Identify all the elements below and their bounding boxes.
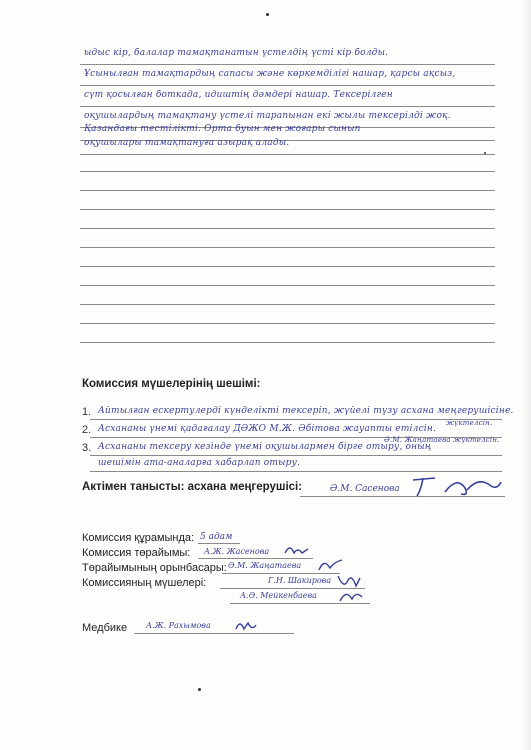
decision-text: Айтылған ескертулерді күнделікті тексеріп, жүйелі түзу асхана меңгерушісіне. [98,406,514,416]
signature-label: Комиссия төрайымы: [82,547,191,559]
signature-value: Г.Н. Шакирова [268,576,332,585]
handwritten-line: Ұсынылған тамақтардың сапасы және көркемділігі нашар, қарсы ақсыз, [84,69,456,79]
signature-row [82,622,127,634]
signature-label: Комиссия құрамында: [82,532,195,544]
scan-mark [198,688,201,691]
decision-text: Асхананы тексеру кезінде үнемі оқушылармен бірге отыру, оның [98,442,432,452]
signature-row [82,532,194,544]
ruled-line [90,455,502,456]
ruled-line [80,304,495,305]
signature-value: А.Ж. Жасенова [204,547,270,556]
ruled-line [80,285,495,286]
margin-note: Ә.М. Жаңатаева жүктелсін. [384,436,500,444]
ruled-line [80,323,495,324]
decision-number: 1. [82,406,92,418]
page-edge-shadow [521,0,531,750]
handwritten-line: ыдыс кір, балалар тамақтанатын үстелдің үсті кір болды. [84,48,389,58]
decision-item [82,406,514,420]
signature-label: Төрайымының орынбасары: [82,562,227,574]
scan-mark [266,13,269,16]
acknowledgement-label: Актімен танысты: асхана меңгерушісі: [82,481,303,493]
signature-value: Ә.М. Жаңатаева [228,561,302,570]
signature-label: Комиссияның мүшелері: [82,577,207,589]
signature-mark [405,472,505,502]
ruled-line [80,106,495,107]
signature-row [82,577,206,589]
ruled-line [80,64,495,65]
decision-number: 2. [82,424,92,436]
signature-label: Медбике [82,622,128,634]
signature-row [82,547,190,559]
ruled-line [80,85,495,86]
signature-mark [336,587,366,607]
signature-mark [232,617,260,635]
decision-number: 3. [82,442,92,454]
ruled-line [80,154,495,155]
signature-mark [282,541,312,559]
ruled-line [80,209,495,210]
acknowledgement-name: Ә.М. Сасенова [330,484,400,494]
signature-value: А.Ж. Рахымова [146,621,211,630]
ruled-line [80,247,495,248]
handwritten-line: оқушылардың тамақтану үстелі тарапынан екі жылы тексерілді жоқ. [84,111,451,121]
ruled-line [80,228,495,229]
decision-title: Комиссия мүшелерінің шешімі: [82,378,261,390]
decision-text: шешімін ата-аналарға хабарлап отыру. [98,458,301,468]
decision-text: Асхананы үнемі қадағалау ДӘЖО М.Ж. Әбітова жауапты етілсін. [98,424,437,434]
ruled-line [80,190,495,191]
ruled-line [198,543,240,544]
decision-item [82,442,502,456]
handwritten-line: оқушылары тамақтануға азырақ алады. [84,138,290,148]
scan-mark [484,152,486,154]
ruled-line [90,419,502,420]
decision-item [82,458,502,472]
ruled-line [80,171,495,172]
handwritten-line: сүт қосылған боткада, идиштің дәмдері нашар. Тексерілген [84,90,393,100]
signature-value: 5 адам [200,532,233,542]
ruled-line [80,342,495,343]
margin-note: жүктелсін. [446,419,493,427]
signature-row [82,562,227,574]
handwritten-line: Қазандағы тестілікті. Орта буын мен жоғары сынып [84,124,361,134]
ruled-line [134,633,294,634]
signature-value: А.Ә. Мейкенбаева [240,591,317,600]
ruled-line [80,266,495,267]
